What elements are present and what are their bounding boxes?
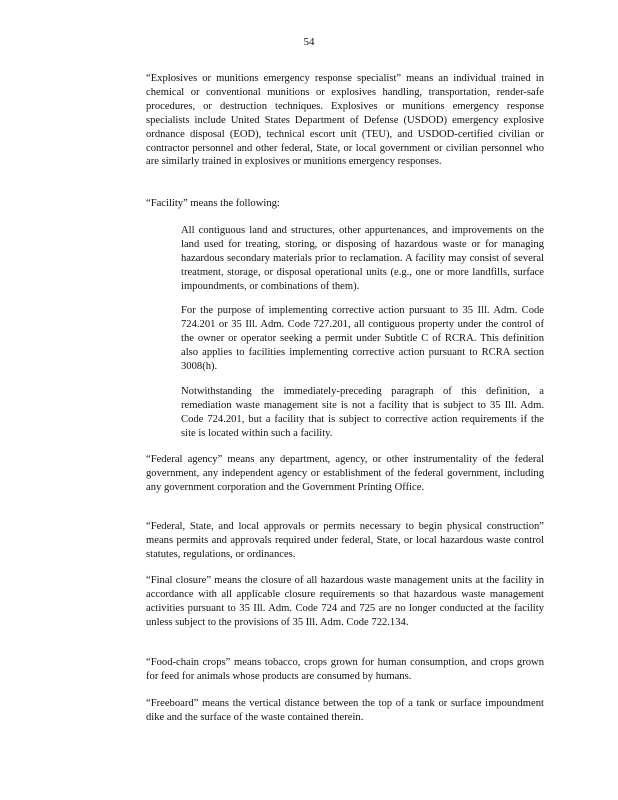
definition-federal-agency: “Federal agency” means any department, agency, or other instrumentality of the federal government, any independent agency or establishment of the federal government, including any government corporation and the Government Printing Office. (146, 454, 544, 493)
definition-final-closure: “Final closure” means the closure of all hazardous waste management units at the facility in accordance with all applicable closure requirements so that hazardous waste management activities pursuant to 35 Ill. Adm. Code 724 and 725 are no longer conducted at the facility unless subject to the provisions of 35 Ill. Adm. Code 722.134. (146, 575, 544, 628)
definition-food-chain-crops: “Food-chain crops” means tobacco, crops grown for human consumption, and crops grown for feed for animals whose products are consumed by humans. (146, 657, 544, 682)
definition-federal-state-local-approvals: “Federal, State, and local approvals or permits necessary to begin physical construction” means permits and approvals required under federal, State, or local hazardous waste control statutes, regulations, or ordinances. (146, 521, 544, 560)
facility-subparagraph-c: Notwithstanding the immediately-preceding paragraph of this definition, a remediation waste management site is not a facility that is subject to 35 Ill. Adm. Code 724.201, but a facility that is subject to corrective action requirements if the site is located within such a facility. (181, 386, 544, 439)
facility-subparagraph-a: All contiguous land and structures, other appurtenances, and improvements on the land used for treating, storing, or disposing of hazardous waste or for managing hazardous secondary materials prior to reclamation. A facility may consist of several treatment, storage, or disposal operational units (e.g., one or more landfills, surface impoundments, or combinations of them). (181, 225, 544, 292)
page-number: 54 (303, 36, 315, 48)
definition-explosives-specialist: “Explosives or munitions emergency response specialist” means an individual trained in chemical or conventional munitions or explosives handling, transportation, render-safe procedures, or destruction techniques. Explosives or munitions emergency response specialists include United States Department of Defense (USDOD) emergency explosive ordnance disposal (EOD), technical escort unit (TEU), and USDOD-certified civilian or contractor personnel and other federal, State, or local government or civilian personnel who are similarly trained in explosives or munitions emergency responses. (146, 73, 544, 168)
definition-facility-heading: “Facility” means the following: (146, 198, 280, 209)
facility-subparagraph-b: For the purpose of implementing corrective action pursuant to 35 Ill. Adm. Code 724.201 or 35 Ill. Adm. Code 727.201, all contiguous property under the control of the owner or operator seeking a permit under Subtitle C of RCRA. This definition also applies to facilities implementing corrective action pursuant to RCRA section 3008(h). (181, 305, 544, 372)
definition-freeboard: “Freeboard” means the vertical distance between the top of a tank or surface impoundment dike and the surface of the waste contained therein. (146, 698, 544, 723)
